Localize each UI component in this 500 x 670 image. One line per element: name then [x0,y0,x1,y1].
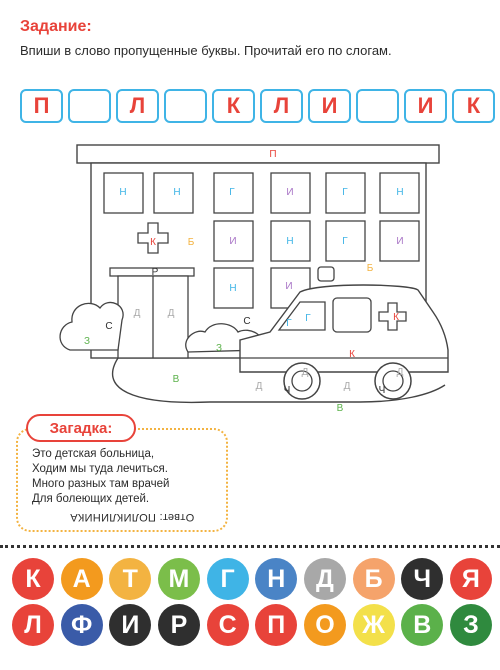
scene-letter: Н [396,187,404,198]
riddle-line: Много разных там врачей [32,478,170,490]
letter-circle[interactable]: П [255,604,297,646]
building-roof [77,145,439,163]
scene-letter: Г [342,187,348,198]
scene-letter: Д [301,367,309,378]
riddle-line: Ходим мы туда лечиться. [32,463,168,475]
riddle-text [32,447,169,507]
letter-circle[interactable]: Б [353,558,395,600]
scene-letter: Г [286,318,292,329]
letter-circle[interactable]: Л [12,604,54,646]
scene-letter: С [105,321,113,332]
riddle-answer: Ответ: ПОЛИКЛИНИКА [70,511,195,523]
riddle-line: Это детская больница, [32,448,155,460]
scene-letter: П [269,149,277,160]
scene-letter: З [215,343,223,354]
scene-letter: Д [133,308,141,319]
letter-circle[interactable]: Г [207,558,249,600]
letter-circle[interactable]: Ч [401,558,443,600]
task-title: Задание: [20,18,92,35]
scene-letter: С [243,316,251,327]
scene-letter: Б [366,263,374,274]
letter-circle[interactable]: Я [450,558,492,600]
word-cell[interactable]: И [308,89,351,123]
bush [60,302,123,350]
letter-circle[interactable]: З [450,604,492,646]
word-cell[interactable]: Л [260,89,303,123]
scene-letter: К [393,312,399,323]
letter-circle[interactable]: Р [158,604,200,646]
letter-circle[interactable]: И [109,604,151,646]
scene-letter: И [285,281,293,292]
scene-letter: Ч [283,385,291,396]
scene-letter: З [83,336,91,347]
scene-letter: Д [167,308,175,319]
scene-letter: Ч [378,385,386,396]
word-cell[interactable]: Л [116,89,159,123]
letter-circle[interactable]: М [158,558,200,600]
scene-letter: Р [151,267,159,278]
scene-letter: И [396,236,404,247]
word-cell[interactable]: К [452,89,495,123]
scene-letter: Г [342,236,348,247]
scene-letter: Г [229,187,235,198]
riddle-label: Загадка: [26,414,136,442]
letter-circle[interactable]: Т [109,558,151,600]
dotted-divider [0,545,500,548]
scene-letter: И [229,236,237,247]
word-cell[interactable]: К [212,89,255,123]
letter-circle[interactable]: К [12,558,54,600]
scene-letter: Н [173,187,181,198]
scene-letter: Д [343,381,351,392]
letter-circle[interactable]: А [61,558,103,600]
riddle-line: Для болеющих детей. [32,493,150,505]
scene-letter: Г [305,313,311,324]
scene-letter: Б [187,237,195,248]
scene-letter: Д [255,381,263,392]
scene-letter: В [172,374,180,385]
siren-icon [318,267,334,281]
letter-circle[interactable]: Ф [61,604,103,646]
letter-circle[interactable]: С [207,604,249,646]
letter-row-2 [12,604,492,646]
letter-circle[interactable]: О [304,604,346,646]
letter-row-1 [12,558,492,600]
task-instruction: Впиши в слово пропущенные буквы. Прочитай его по слогам. [20,43,392,58]
letter-circle[interactable]: Ж [353,604,395,646]
letter-circle[interactable]: В [401,604,443,646]
scene-letter: В [336,403,344,414]
scene-letter: К [150,237,156,248]
word-cell[interactable]: И [404,89,447,123]
letter-circle[interactable]: Н [255,558,297,600]
scene-letter: К [349,349,355,360]
scene-letter: И [286,187,294,198]
scene-letter: Н [119,187,127,198]
letter-circle[interactable]: Д [304,558,346,600]
scene-letter: Н [286,236,294,247]
scene-letter: Н [229,283,237,294]
word-cell[interactable]: П [20,89,63,123]
scene-letter: Д [396,367,404,378]
